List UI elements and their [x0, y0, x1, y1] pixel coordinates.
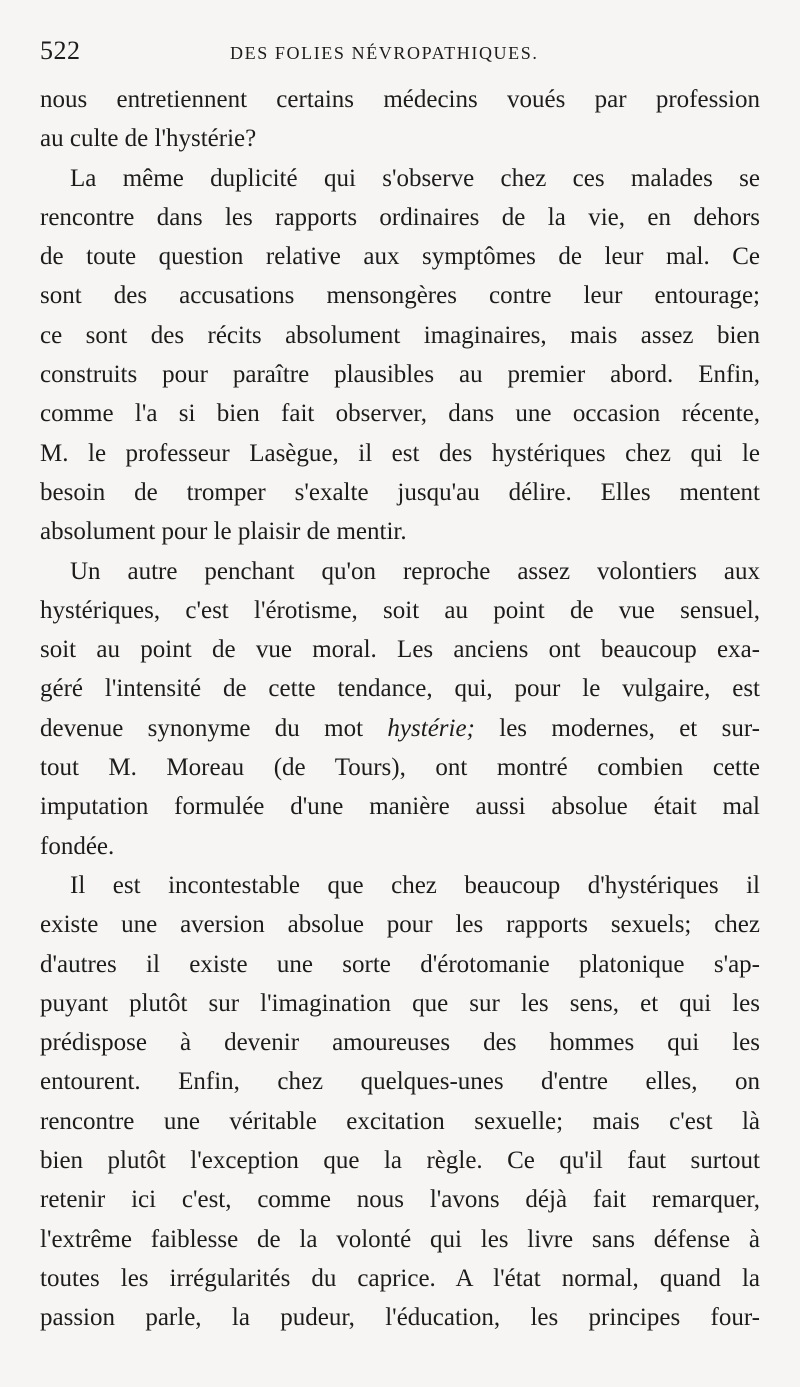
- text-line-content: besoin de tromper s'exalte jusqu'au délire. Elles mentent: [40, 478, 760, 506]
- text-line-content: rencontre une véritable excitation sexuelle; mais c'est là: [40, 1107, 760, 1135]
- text-line-content: imputation formulée d'une manière aussi absolue était mal: [40, 793, 760, 821]
- text-line-content: passion parle, la pudeur, l'éducation, les principes four-: [40, 1304, 760, 1332]
- text-line-content: Il est incontestable que chez beaucoup d'hystériques il: [70, 871, 760, 899]
- text-line-content: retenir ici c'est, comme nous l'avons déjà fait remarquer,: [40, 1186, 760, 1214]
- text-line-content: entourent. Enfin, chez quelques-unes d'entre elles, on: [40, 1068, 760, 1096]
- text-line-content: devenue synonyme du mot: [40, 714, 388, 742]
- text-line-content: puyant plutôt sur l'imagination que sur les sens, et qui les: [40, 989, 760, 1017]
- text-line: [40, 1180, 760, 1219]
- text-line-content: existe une aversion absolue pour les rapports sexuels; chez: [40, 911, 760, 939]
- text-line: [40, 237, 760, 276]
- text-line: [40, 316, 760, 355]
- text-line-content: hystériques, c'est l'érotisme, soit au point de vue sensuel,: [40, 596, 760, 624]
- text-line: [40, 119, 760, 158]
- text-line-content: tout M. Moreau (de Tours), ont montré combien cette: [40, 754, 760, 782]
- text-line-content: absolument pour le plaisir de mentir.: [40, 518, 407, 546]
- text-line-content: prédispose à devenir amoureuses des hommes qui les: [40, 1029, 760, 1057]
- text-line: [40, 276, 760, 315]
- text-line: [40, 748, 760, 787]
- text-line: [40, 669, 760, 708]
- text-line: [40, 552, 760, 591]
- text-line: [40, 473, 760, 512]
- text-line-content: géré l'intensité de cette tendance, qui, pour le vulgaire, est: [40, 675, 760, 703]
- text-line: [40, 630, 760, 669]
- text-line: [40, 355, 760, 394]
- text-line-content: ce sont des récits absolument imaginaires, mais assez bien: [40, 321, 760, 349]
- running-title: DES FOLIES NÉVROPATHIQUES.: [230, 43, 539, 63]
- text-line-content: bien plutôt l'exception que la règle. Ce qu'il faut surtout: [40, 1147, 760, 1175]
- body-text: [40, 80, 760, 1338]
- text-line: [40, 1259, 760, 1298]
- text-line-content: l'extrême faiblesse de la volonté qui les livre sans défense à: [40, 1225, 760, 1253]
- text-line-content: comme l'a si bien fait observer, dans une occasion récente,: [40, 400, 760, 428]
- text-line: [40, 198, 760, 237]
- text-line: [40, 1023, 760, 1062]
- text-line-content: sont des accusations mensongères contre leur entourage;: [40, 282, 760, 310]
- text-line-content: au culte de l'hystérie?: [40, 125, 257, 153]
- text-line-content: fondée.: [40, 832, 115, 860]
- text-line-content: d'autres il existe une sorte d'érotomanie platonique s'ap-: [40, 950, 760, 978]
- page-number: 522: [40, 36, 81, 65]
- text-line: [40, 1141, 760, 1180]
- italic-word: hystérie;: [387, 714, 475, 742]
- text-line-content: toutes les irrégularités du caprice. A l'état normal, quand la: [40, 1264, 760, 1292]
- text-line: [40, 709, 760, 748]
- text-line: [40, 1062, 760, 1101]
- text-line-content: rencontre dans les rapports ordinaires de la vie, en dehors: [40, 203, 760, 231]
- text-line-content: nous entretiennent certains médecins voués par profession: [40, 86, 760, 113]
- text-line-content: de toute question relative aux symptômes de leur mal. Ce: [40, 243, 760, 271]
- text-line: [40, 905, 760, 944]
- text-line-content: La même duplicité qui s'observe chez ces malades se: [70, 164, 760, 192]
- text-line-continuation: les modernes, et sur-: [474, 714, 760, 742]
- text-line: [40, 159, 760, 198]
- text-line: [40, 1102, 760, 1141]
- text-line: [40, 1220, 760, 1259]
- text-line: [40, 394, 760, 433]
- text-line: [40, 434, 760, 473]
- text-line: [40, 512, 760, 551]
- text-line: [40, 591, 760, 630]
- text-line-content: soit au point de vue moral. Les anciens ont beaucoup exa-: [40, 636, 760, 664]
- text-line: [40, 1298, 760, 1337]
- running-head: [40, 36, 760, 68]
- text-line-content: M. le professeur Lasègue, il est des hystériques chez qui le: [40, 439, 760, 467]
- text-line-content: construits pour paraître plausibles au premier abord. Enfin,: [40, 361, 760, 389]
- text-line-content: Un autre penchant qu'on reproche assez volontiers aux: [70, 557, 760, 585]
- text-line: [40, 945, 760, 984]
- text-line: [40, 827, 760, 866]
- text-line: [40, 866, 760, 905]
- text-line: [40, 984, 760, 1023]
- text-line: [40, 80, 760, 119]
- text-line: [40, 787, 760, 826]
